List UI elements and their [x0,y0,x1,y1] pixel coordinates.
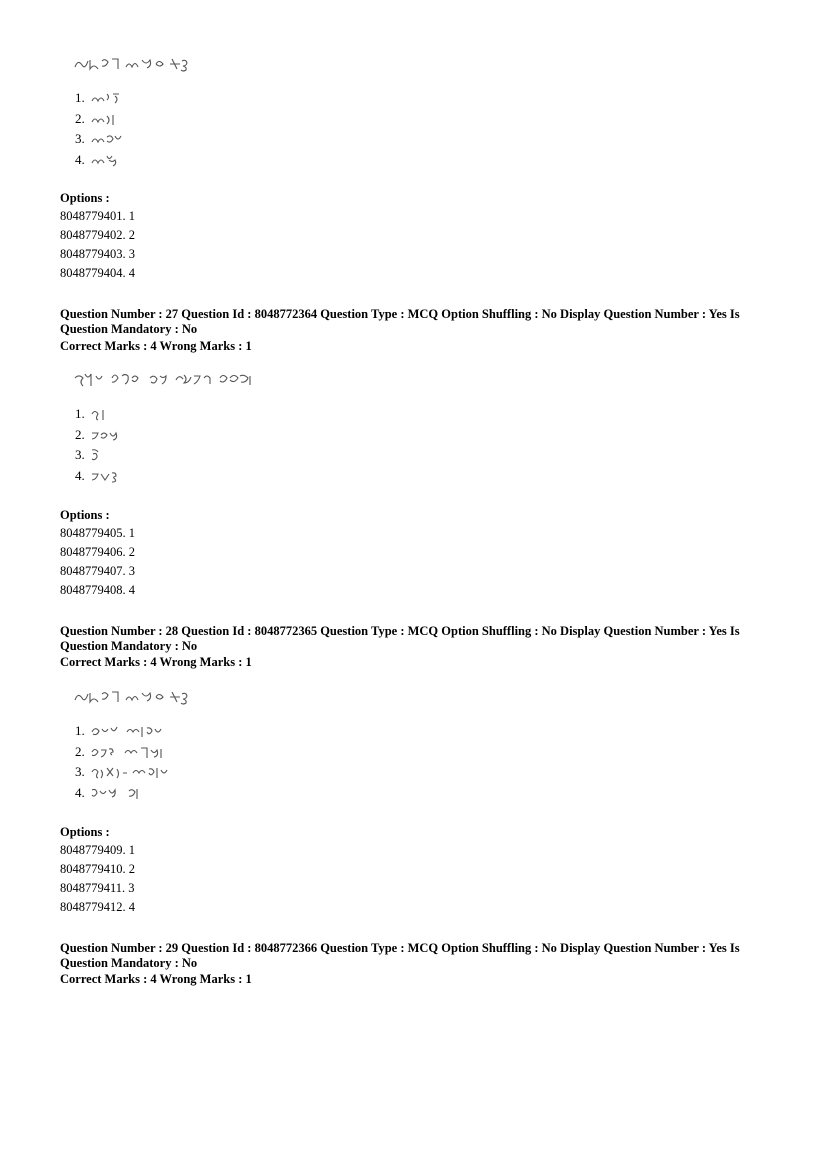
option-row: 8048779412. 4 [60,900,135,914]
choice-item: 4. [75,150,149,171]
question-header-line: Question Mandatory : No [60,321,198,336]
script-glyphs [72,370,262,392]
choice-script-image [89,764,219,780]
choice-script-image [89,111,149,127]
choice-item: 2. [75,109,149,130]
question-script-image [72,687,332,707]
marks-line: Correct Marks : 4 Wrong Marks : 1 [60,972,252,986]
marks-line: Correct Marks : 4 Wrong Marks : 1 [60,339,252,353]
option-row: 8048779405. 1 [60,526,135,540]
question-header-line: Question Number : 29 Question Id : 8048772366 Question Type : MCQ Option Shuffling : No Display Question Number : Yes Is [60,941,740,955]
choice-item: 2. [75,425,149,446]
script-glyphs [72,54,192,74]
choice-script-image [89,785,179,801]
choice-script-image [89,406,149,422]
option-row: 8048779411. 3 [60,881,135,895]
options-label: Options : [60,508,110,522]
question-script-image [72,54,332,74]
option-row: 8048779410. 2 [60,862,135,876]
option-row: 8048779409. 1 [60,843,135,857]
choice-script-image [89,152,149,168]
option-row: 8048779408. 4 [60,583,135,597]
option-row: 8048779404. 4 [60,266,135,280]
question-header [60,624,750,653]
option-row: 8048779407. 3 [60,564,135,578]
script-glyphs [72,687,192,707]
choice-item: 1. [75,88,149,109]
question-header-line: Question Number : 27 Question Id : 8048772364 Question Type : MCQ Option Shuffling : No Display Question Number : Yes Is [60,307,740,321]
choice-item: 4. [75,466,149,487]
question-script-image [72,370,332,392]
choice-script-image [89,427,149,443]
option-row: 8048779402. 2 [60,228,135,242]
choice-item: 4. [75,783,219,804]
answer-choices [75,721,219,803]
options-label: Options : [60,191,110,205]
choice-script-image [89,90,149,106]
option-row: 8048779406. 2 [60,545,135,559]
marks-line: Correct Marks : 4 Wrong Marks : 1 [60,655,252,669]
option-row: 8048779401. 1 [60,209,135,223]
choice-item: 3. [75,129,149,150]
answer-choices [75,404,149,486]
choice-script-image [89,723,199,739]
choice-item: 1. [75,404,149,425]
choice-item: 3. [75,762,219,783]
choice-script-image [89,447,149,463]
choice-script-image [89,468,149,484]
choice-script-image [89,131,149,147]
question-header-line: Question Number : 28 Question Id : 8048772365 Question Type : MCQ Option Shuffling : No Display Question Number : Yes Is [60,624,740,638]
choice-item: 1. [75,721,219,742]
choice-script-image [89,744,199,760]
choice-item: 2. [75,742,219,763]
options-label: Options : [60,825,110,839]
option-row: 8048779403. 3 [60,247,135,261]
choice-item: 3. [75,445,149,466]
question-header [60,307,750,336]
question-header [60,941,750,970]
answer-choices [75,88,149,170]
question-header-line: Question Mandatory : No [60,955,198,970]
question-header-line: Question Mandatory : No [60,638,198,653]
